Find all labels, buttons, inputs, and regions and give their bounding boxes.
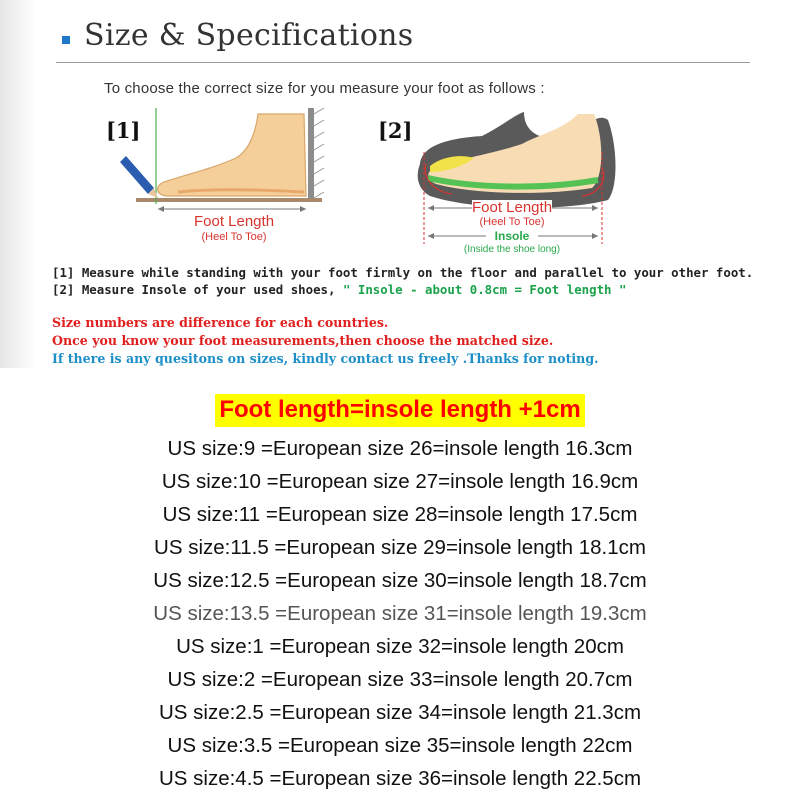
shoe-insole-illustration	[412, 108, 622, 254]
note-line-1: [1] Measure while standing with your foot firmly on the floor and parallel to your other foot.	[52, 265, 754, 280]
square-bullet-icon	[62, 36, 70, 44]
size-row: US size:2 =European size 33=insole length 20.7cm	[167, 668, 633, 691]
panel-shadow	[0, 0, 36, 368]
note-line-2	[52, 281, 753, 298]
size-row: US size:1 =European size 32=insole length 20cm	[176, 635, 624, 658]
figure-2	[412, 108, 622, 254]
spec-header	[56, 14, 756, 64]
figure-1-caption: Foot Length	[193, 213, 275, 230]
figure-2-subcaption: (Heel To Toe)	[479, 216, 545, 228]
warning-line-1: Size numbers are difference for each countries.	[52, 315, 389, 330]
warning-line-2: Once you know your foot measurements,then choose the matched size.	[52, 333, 554, 348]
size-conversion-list	[0, 432, 800, 795]
measurement-notes	[52, 264, 753, 298]
foot-length-formula-headline: Foot length=insole length +1cm	[215, 394, 584, 427]
figure-2-label: [2]	[378, 118, 413, 143]
size-row: US size:2.5 =European size 34=insole length 21.3cm	[158, 701, 642, 724]
page-title: Size & Specifications	[84, 18, 414, 53]
foot-on-floor-illustration	[118, 108, 338, 250]
size-row: US size:4.5 =European size 36=insole length 22.5cm	[158, 767, 642, 790]
warning-line-3: If there is any quesitons on sizes, kindly contact us freely .Thanks for noting.	[52, 351, 599, 366]
intro-text: To choose the correct size for you measure your foot as follows :	[104, 80, 545, 97]
size-row: US size:9 =European size 26=insole length 16.3cm	[167, 437, 633, 460]
size-row: US size:3.5 =European size 35=insole length 22cm	[167, 734, 633, 757]
size-row: US size:11.5 =European size 29=insole length 18.1cm	[154, 536, 646, 559]
headline-container	[0, 394, 800, 427]
figure-1-label: [1]	[106, 118, 141, 143]
size-row: US size:10 =European size 27=insole length 16.9cm	[161, 470, 639, 493]
figure-2-caption: Foot Length	[471, 199, 553, 216]
insole-formula-highlight: " Insole - about 0.8cm = Foot length "	[342, 282, 627, 297]
size-warnings	[52, 314, 599, 368]
size-row: US size:13.5 =European size 31=insole length 19.3cm	[153, 602, 647, 625]
size-row: US size:12.5 =European size 30=insole length 18.7cm	[153, 569, 647, 592]
insole-label: Insole	[494, 229, 530, 243]
note-line-2-text: [2] Measure Insole of your used shoes,	[52, 282, 343, 297]
figure-1-subcaption: (Heel To Toe)	[201, 231, 267, 243]
figure-1	[118, 108, 338, 250]
insole-sublabel: (Inside the shoe long)	[463, 244, 561, 254]
header-divider	[56, 62, 750, 63]
size-spec-panel	[0, 0, 800, 368]
size-row: US size:11 =European size 28=insole length 17.5cm	[162, 503, 638, 526]
